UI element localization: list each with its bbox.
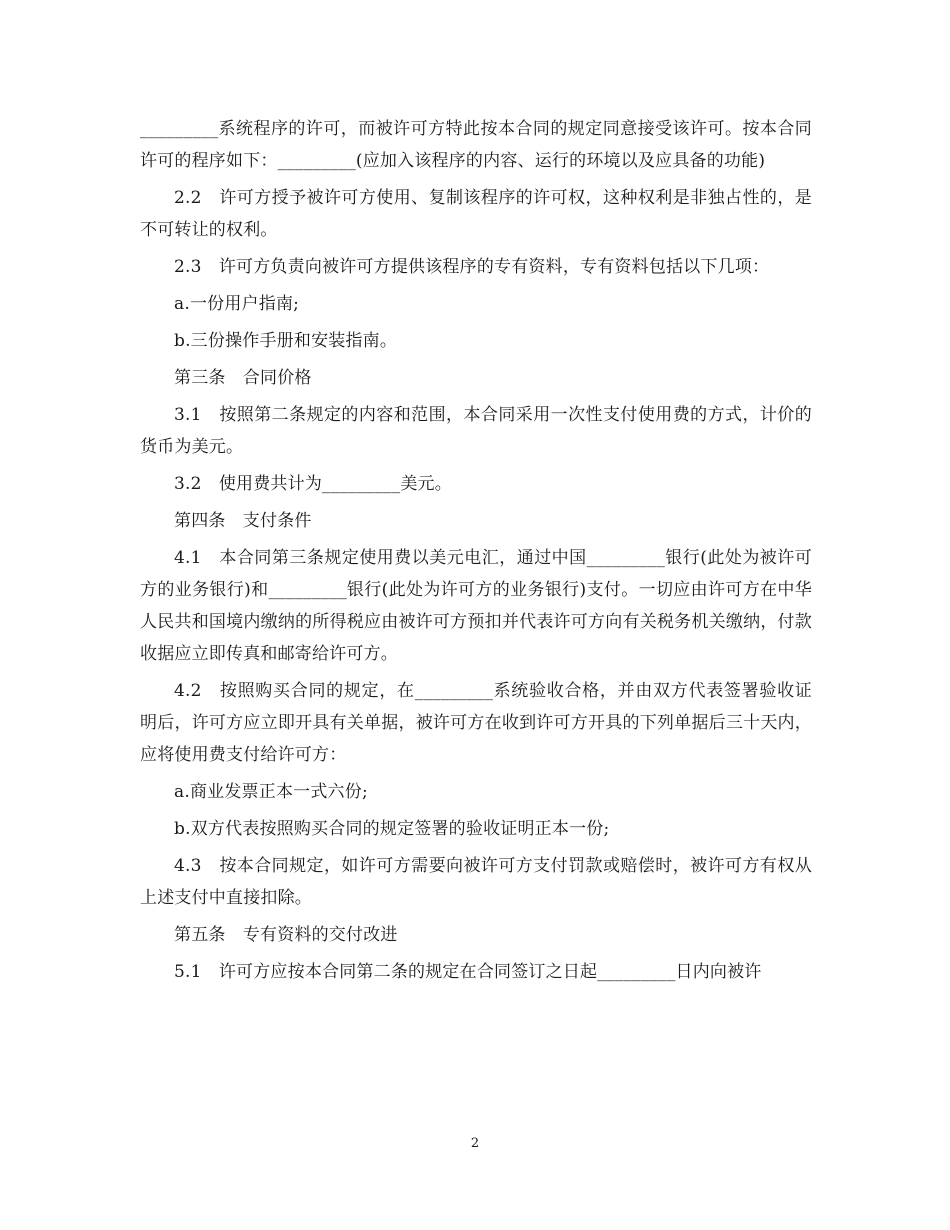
- paragraph-4-3: 4.3 按本合同规定，如许可方需要向被许可方支付罚款或赔偿时，被许可方有权从上述支付中直接扣除。: [140, 856, 812, 908]
- paragraph-4-2: 4.2 按照购买合同的规定，在_________系统验收合格，并由双方代表签署验收证明后，许可方应立即开具有关单据，被许可方在收到许可方开具的下列单据后三十天内，应将使用费支付给许可方：: [140, 681, 812, 765]
- section-heading-article-5: 第五条 专有资料的交付改进: [174, 925, 398, 945]
- page-number: 2: [470, 1136, 480, 1151]
- list-item-manuals: b.三份操作手册和安装指南。: [174, 331, 398, 351]
- paragraph-4-1: 4.1 本合同第三条规定使用费以美元电汇，通过中国_________银行(此处为被许可方的业务银行)和_________银行(此处为许可方的业务银行)支付。一切应由许可方在中华人民共和国境内缴纳的所得税应由被许可方预扣并代表许可方向有关税务机关缴纳，付款收据应立即传真和邮寄给许可方。: [140, 548, 812, 664]
- section-heading-article-3: 第三条 合同价格: [174, 368, 312, 388]
- paragraph-3-1: 3.1 按照第二条规定的内容和范围，本合同采用一次性支付使用费的方式，计价的货币为美元。: [140, 405, 812, 457]
- paragraph-5-1: 5.1 许可方应按本合同第二条的规定在合同签订之日起_________日内向被许: [174, 962, 762, 982]
- list-item-invoice: a.商业发票正本一式六份;: [174, 782, 368, 802]
- paragraph-2-2: 2.2 许可方授予被许可方使用、复制该程序的许可权，这种权利是非独占性的，是不可转让的权利。: [140, 188, 812, 240]
- paragraph-3-2: 3.2 使用费共计为_________美元。: [174, 474, 452, 494]
- paragraph-license-scope: _________系统程序的许可，而被许可方特此按本合同的规定同意接受该许可。按本合同许可的程序如下：_________(应加入该程序的内容、运行的环境以及应具备的功能): [140, 119, 812, 171]
- list-item-user-guide: a.一份用户指南;: [174, 294, 300, 314]
- list-item-acceptance-certificate: b.双方代表按照购买合同的规定签署的验收证明正本一份;: [174, 819, 610, 839]
- section-heading-article-4: 第四条 支付条件: [174, 511, 312, 531]
- document-body: [140, 113, 812, 993]
- paragraph-2-3: 2.3 许可方负责向被许可方提供该程序的专有资料，专有资料包括以下几项：: [174, 257, 770, 277]
